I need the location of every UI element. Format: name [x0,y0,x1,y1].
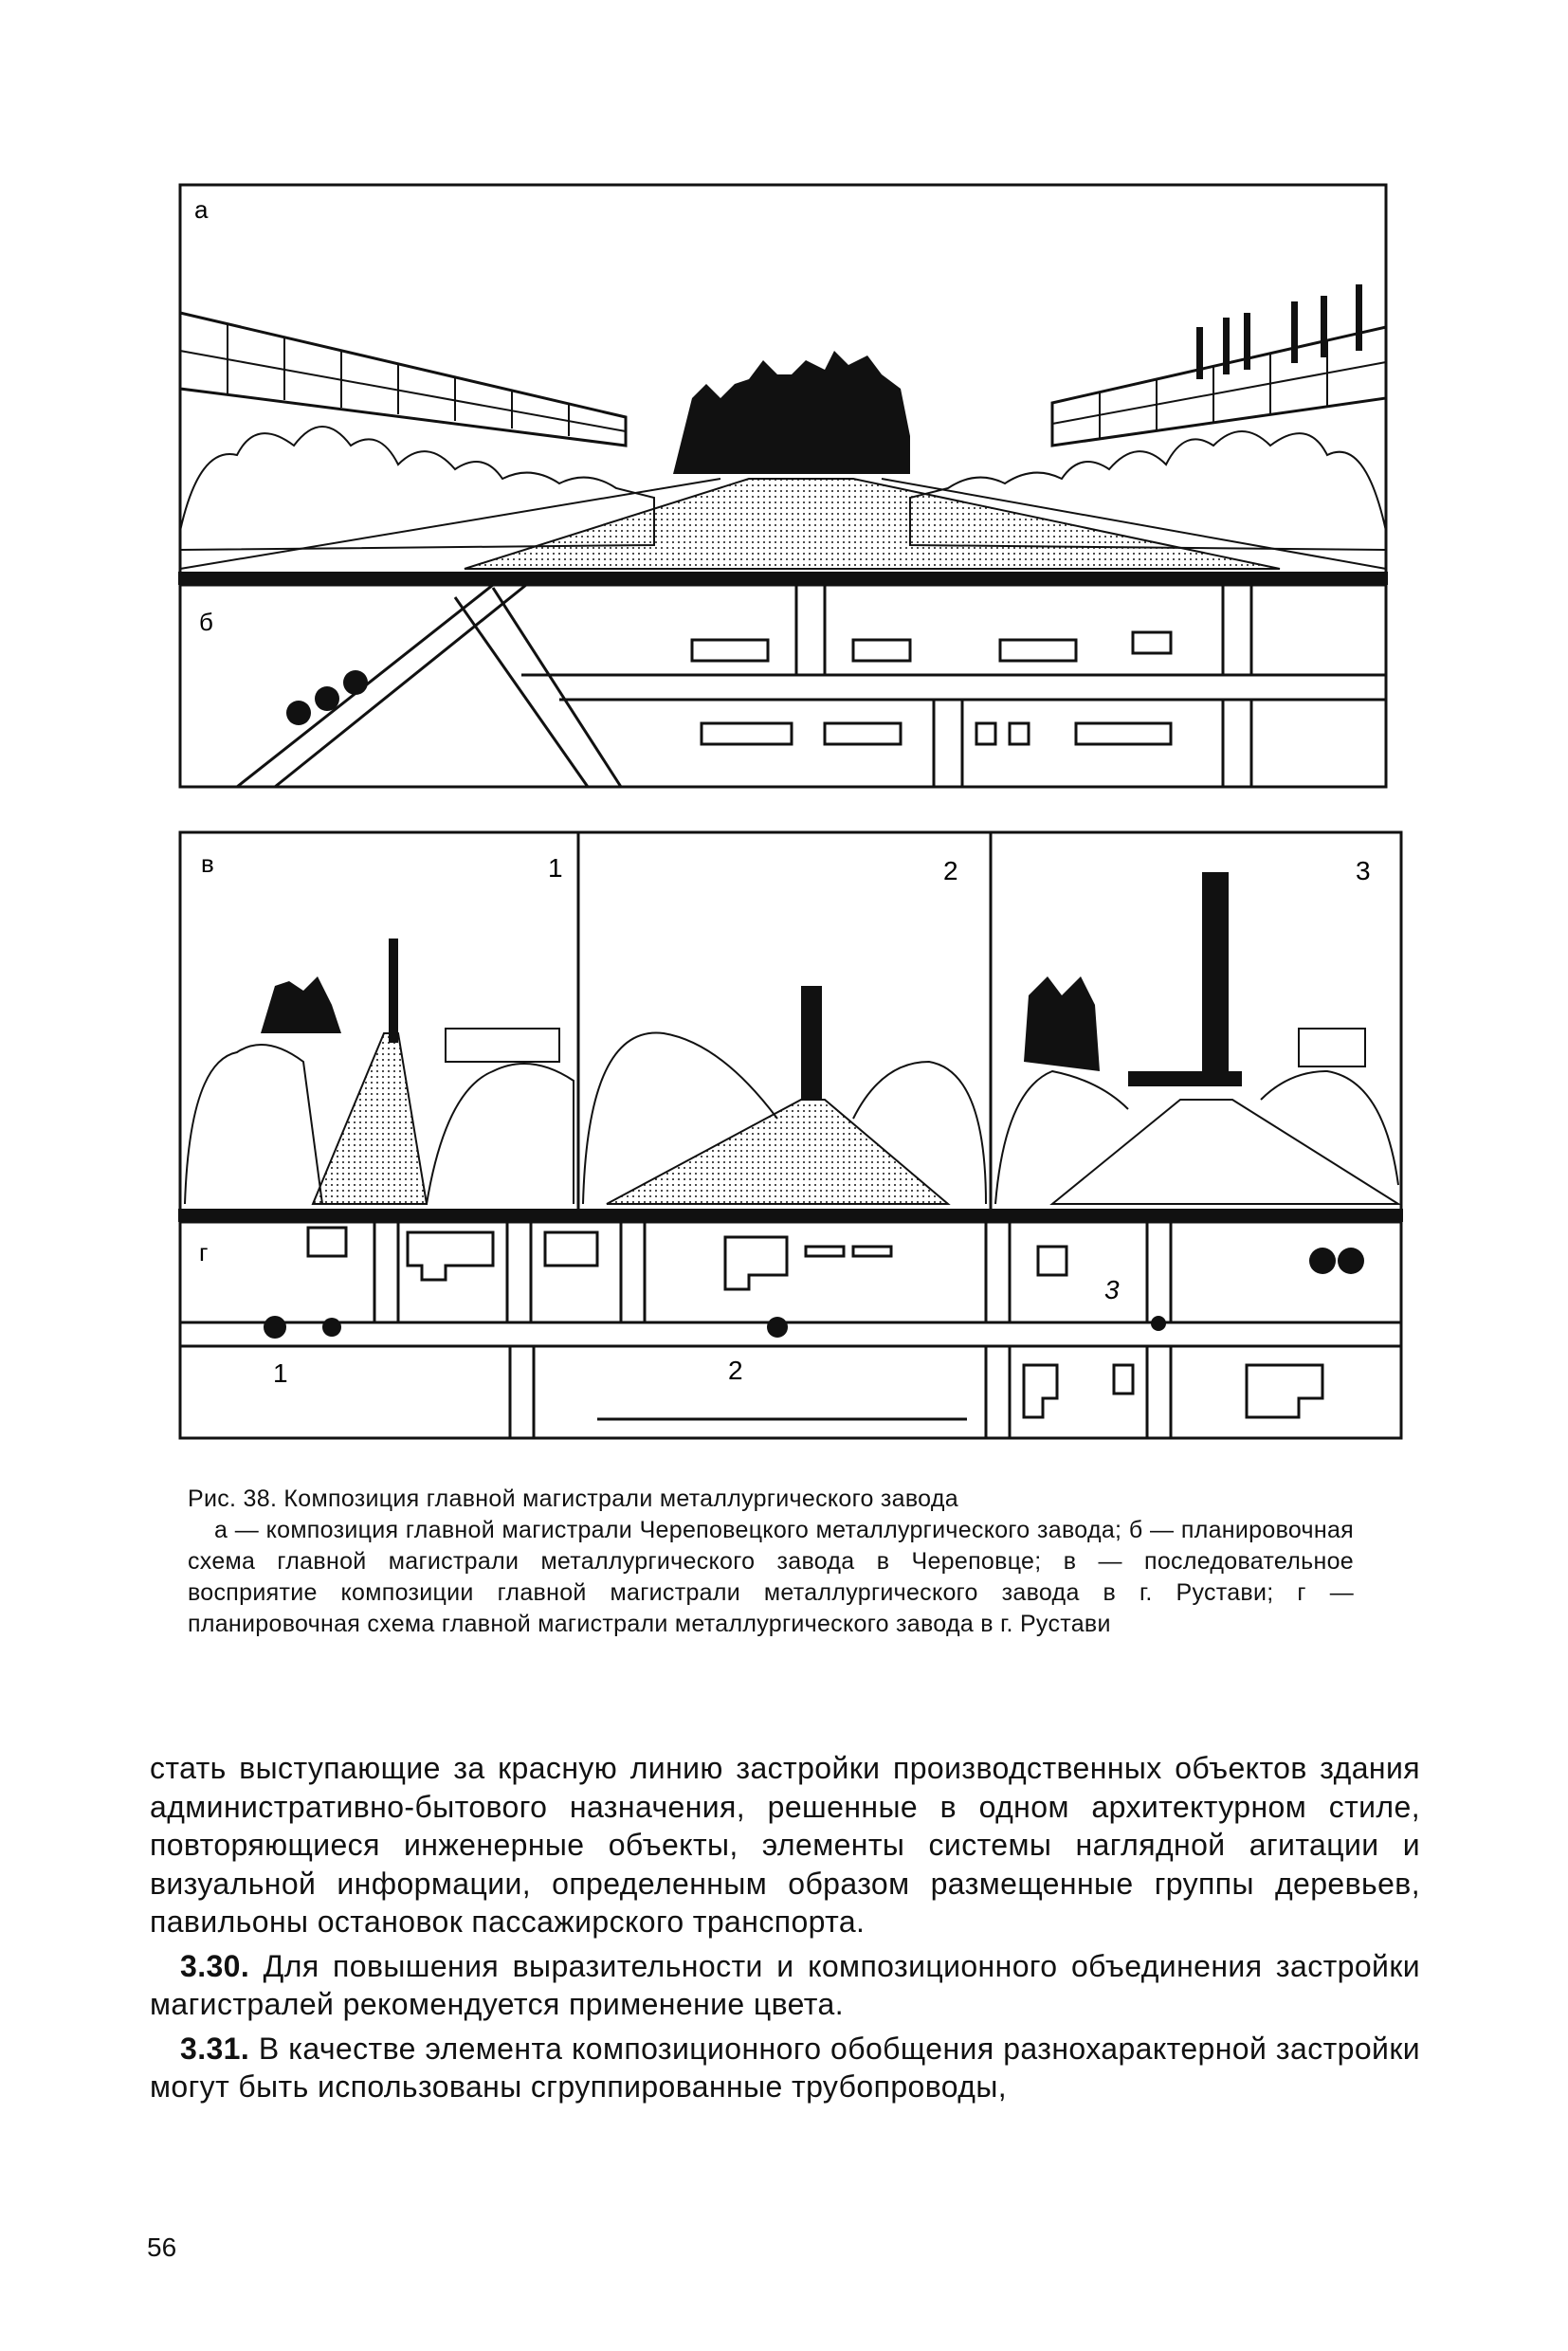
paragraph-1: стать выступающие за красную линию застройки производственных объектов здания административно-бытового назначения, решенные в одном архитектурном стиле, повторяющиеся инженерные объекты, элементы системы наглядной агитации и визуальной информации, определенным образом размещенные группы деревьев, павильоны остановок пассажирского транспорта. [150,1751,1420,1939]
v-sub-label-1: 1 [548,853,563,883]
caption-body: а — композиция главной магистрали Череповецкого металлургического завода; б — планировочная схема главной магистрали металлургического завода в Череповце; в — последовательное восприятие композиции главной магистрали металлургического завода в г. Рустави; г — планировочная схема главной магистрали металлургического завода в г. Рустави [188,1517,1354,1637]
figure-caption [188,1484,1354,1640]
paragraph-3-31-text: В качестве элемента композиционного обобщения разнохарактерной застройки могут быть использованы сгруппированные трубопроводы, [150,2031,1420,2104]
g-point-label-1: 1 [273,1358,288,1388]
v-sub-label-3: 3 [1356,856,1371,885]
body-text [150,1749,1420,2112]
panel-v-label: в [201,849,214,878]
paragraph-3-30 [150,1947,1420,2024]
g-point-label-2: 2 [728,1356,743,1385]
v-sub-label-2: 2 [943,856,958,885]
panel-g-plan [180,1222,1401,1438]
paragraph-3-31 [150,2030,1420,2106]
panel-g-label: г [199,1238,209,1267]
section-number-3-30: 3.30. [180,1948,250,1983]
panel-b-label: б [199,608,213,636]
g-point-label-3: 3 [1104,1275,1120,1304]
panel-b-plan [180,585,1386,787]
section-number-3-31: 3.31. [180,2031,250,2066]
page-number: 56 [147,2233,177,2262]
paragraph-3-30-text: Для повышения выразительности и композиционного объединения застройки магистралей рекомендуется применение цвета. [150,1948,1420,2021]
panel-v-sequence [178,832,1403,1222]
panel-a-perspective [178,185,1388,585]
caption-title: Рис. 38. Композиция главной магистрали металлургического завода [188,1485,958,1512]
panel-a-label: а [194,195,209,224]
